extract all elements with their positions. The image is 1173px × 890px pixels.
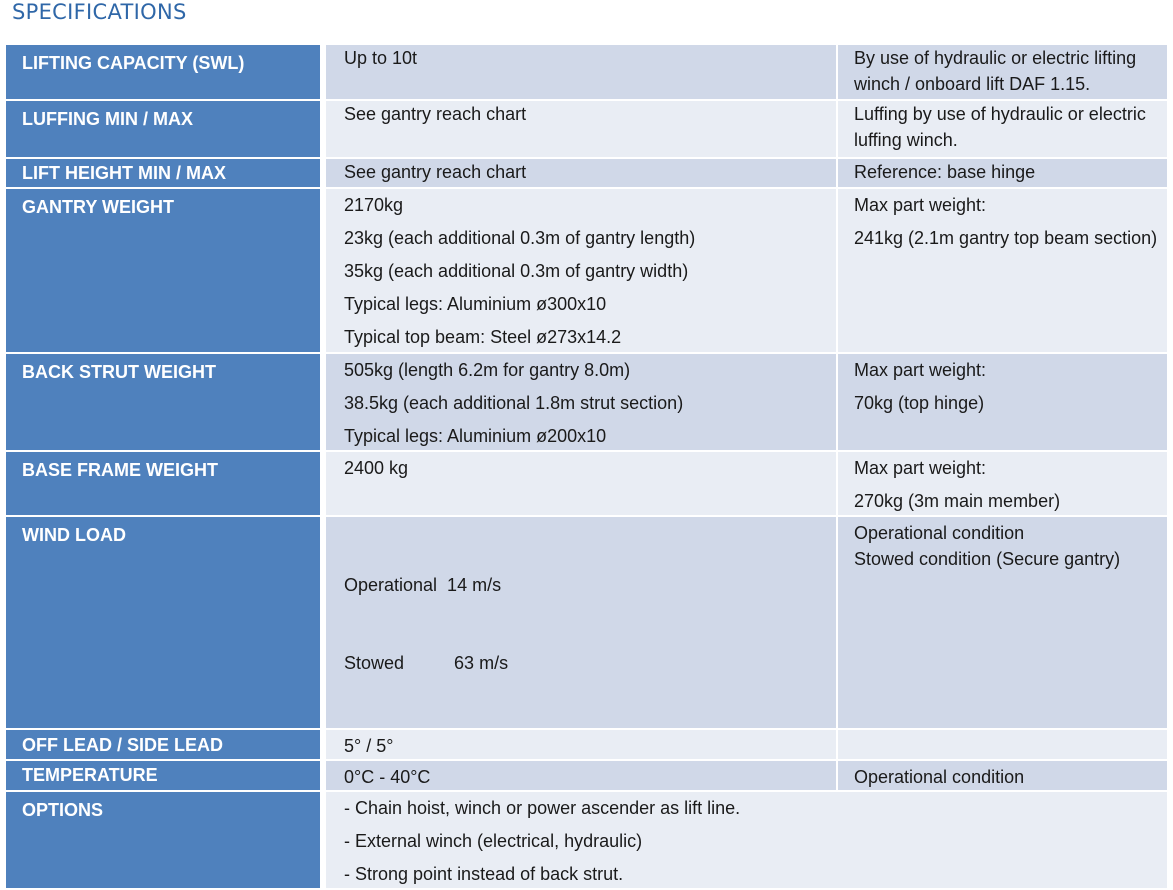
table-row bbox=[6, 792, 1167, 888]
table-row bbox=[6, 452, 1167, 515]
specifications-table bbox=[6, 43, 1167, 890]
value-line: Typical legs: Aluminium ø200x10 bbox=[344, 426, 607, 446]
list-item: - Chain hoist, winch or power ascender as lift line. bbox=[344, 798, 741, 818]
row-note bbox=[838, 45, 1167, 99]
row-value bbox=[326, 517, 838, 728]
row-note bbox=[838, 761, 1167, 790]
row-note bbox=[838, 101, 1167, 157]
row-note bbox=[838, 517, 1167, 728]
row-value bbox=[326, 354, 838, 450]
row-note bbox=[838, 730, 1167, 759]
list-item: - External winch (electrical, hydraulic) bbox=[344, 831, 643, 851]
row-label: TEMPERATURE bbox=[6, 761, 326, 790]
row-note bbox=[838, 452, 1167, 515]
table-row bbox=[6, 517, 1167, 728]
value-line: See gantry reach chart bbox=[344, 104, 527, 124]
row-label: LUFFING MIN / MAX bbox=[6, 101, 326, 157]
row-label: LIFT HEIGHT MIN / MAX bbox=[6, 159, 326, 187]
note-line: winch / onboard lift DAF 1.15. bbox=[854, 74, 1091, 94]
note-line: 270kg (3m main member) bbox=[854, 491, 1061, 511]
page-title: SPECIFICATIONS bbox=[12, 0, 187, 24]
table-row bbox=[6, 101, 1167, 157]
options-list bbox=[326, 792, 1167, 888]
note-line: luffing winch. bbox=[854, 130, 958, 150]
note-line: Max part weight: bbox=[854, 360, 987, 380]
value-line: 23kg (each additional 0.3m of gantry length) bbox=[344, 228, 696, 248]
value-line: 35kg (each additional 0.3m of gantry width) bbox=[344, 261, 689, 281]
row-note bbox=[838, 354, 1167, 450]
value-line: 2170kg bbox=[344, 195, 404, 215]
row-value bbox=[326, 761, 838, 790]
note-line: 70kg (top hinge) bbox=[854, 393, 985, 413]
note-line: Max part weight: bbox=[854, 195, 987, 215]
row-note bbox=[838, 159, 1167, 187]
value-line: Typical legs: Aluminium ø300x10 bbox=[344, 294, 607, 314]
value-line: Operational 14 m/s bbox=[344, 575, 502, 595]
note-line: Luffing by use of hydraulic or electric bbox=[854, 104, 1146, 124]
value-line: Up to 10t bbox=[344, 48, 418, 68]
value-line: 505kg (length 6.2m for gantry 8.0m) bbox=[344, 360, 631, 380]
row-label: LIFTING CAPACITY (SWL) bbox=[6, 45, 326, 99]
row-value bbox=[326, 730, 838, 759]
row-value bbox=[326, 45, 838, 99]
value-line: See gantry reach chart bbox=[344, 162, 527, 182]
value-line: 38.5kg (each additional 1.8m strut section) bbox=[344, 393, 684, 413]
table-row bbox=[6, 354, 1167, 450]
note-line: Operational condition bbox=[854, 767, 1025, 787]
table-row bbox=[6, 159, 1167, 187]
value-line: 5° / 5° bbox=[344, 736, 394, 756]
note-line: Max part weight: bbox=[854, 458, 987, 478]
table-row bbox=[6, 761, 1167, 790]
row-label: GANTRY WEIGHT bbox=[6, 189, 326, 352]
value-line: Stowed 63 m/s bbox=[344, 653, 509, 673]
note-line: 241kg (2.1m gantry top beam section) bbox=[854, 228, 1158, 248]
row-label: OPTIONS bbox=[6, 792, 326, 888]
value-line: 2400 kg bbox=[344, 458, 409, 478]
table-row bbox=[6, 189, 1167, 352]
value-line: Typical top beam: Steel ø273x14.2 bbox=[344, 327, 622, 347]
value-line: 0°C - 40°C bbox=[344, 767, 431, 787]
row-label: OFF LEAD / SIDE LEAD bbox=[6, 730, 326, 759]
row-label: BASE FRAME WEIGHT bbox=[6, 452, 326, 515]
note-line: Operational condition bbox=[854, 523, 1025, 543]
table-row bbox=[6, 45, 1167, 99]
row-value bbox=[326, 452, 838, 515]
list-item: - Strong point instead of back strut. bbox=[344, 864, 624, 884]
note-line: Stowed condition (Secure gantry) bbox=[854, 549, 1121, 569]
row-label: WIND LOAD bbox=[6, 517, 326, 728]
table-row bbox=[6, 730, 1167, 759]
note-line: Reference: base hinge bbox=[854, 162, 1036, 182]
row-label: BACK STRUT WEIGHT bbox=[6, 354, 326, 450]
row-value bbox=[326, 101, 838, 157]
row-value bbox=[326, 159, 838, 187]
note-line: By use of hydraulic or electric lifting bbox=[854, 48, 1137, 68]
row-note bbox=[838, 189, 1167, 352]
row-value bbox=[326, 189, 838, 352]
